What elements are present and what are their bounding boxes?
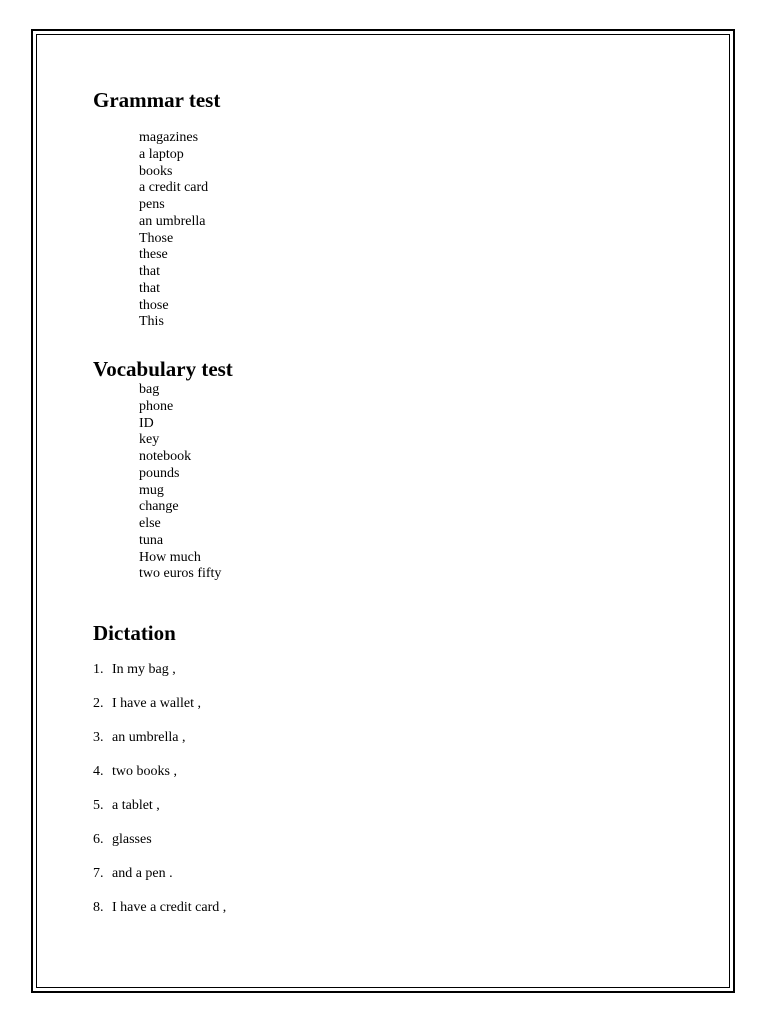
list-item-text: two euros fifty [139,566,222,582]
list-item-text: This [139,314,164,330]
list-item-text: key [139,432,160,448]
list-item-text: an umbrella [139,213,206,229]
list-item-number: 3. [93,730,104,745]
list-item-text: that [139,264,160,279]
list-item-text: phone [139,398,174,414]
list-item-text: books [139,163,173,179]
list-item-text: change [139,499,179,515]
list-item-text: I have a wallet , [112,696,202,711]
list-item-text: mug [139,482,164,498]
list-item-text: a credit card [139,180,209,196]
list-item-text: ID [139,415,154,431]
list-item-text: those [139,297,169,313]
list-item-text: pens [139,197,165,212]
list-item-text: that [139,280,160,296]
list-item-text: How much [139,549,201,565]
list-item-text: these [139,247,168,263]
list-item-number: 4. [93,764,104,779]
list-item-number: 2. [93,696,104,711]
list-item-number: 7. [93,866,104,881]
list-item-number: 1. [93,662,104,677]
list-item-text: Those [139,230,174,246]
list-item-text: a laptop [139,146,184,162]
list-item-text: and a pen . [112,866,173,881]
list-item-text: bag [139,382,160,397]
list-item-text: I have a credit card , [112,900,227,915]
list-item-text: In my bag , [112,662,176,677]
vocabulary-test-heading: Vocabulary test [93,357,233,381]
list-item-number: 5. [93,798,104,813]
grammar-test-heading: Grammar test [93,88,221,112]
list-item-number: 6. [93,832,104,847]
dictation-heading: Dictation [93,621,176,645]
list-item-text: a tablet , [112,798,160,813]
list-item-text: else [139,516,161,531]
list-item-text: glasses [112,832,152,847]
list-item-text: two books , [112,764,177,779]
list-item-number: 8. [93,900,104,915]
list-item-text: pounds [139,465,180,481]
list-item-text: magazines [139,130,199,145]
list-item-text: an umbrella , [112,730,186,745]
list-item-text: notebook [139,449,192,464]
list-item-text: tuna [139,532,164,548]
